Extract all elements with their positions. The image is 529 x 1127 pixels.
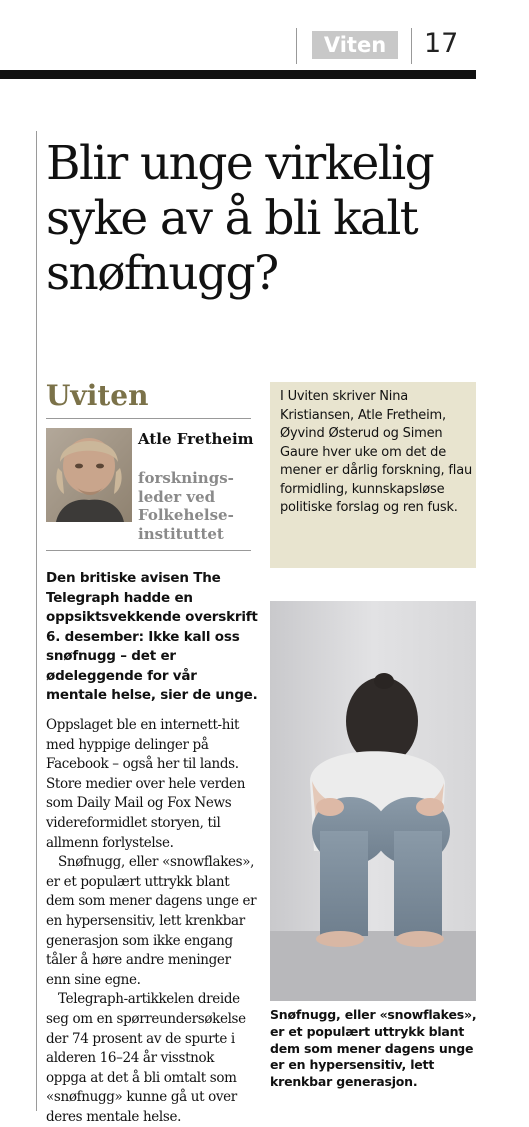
author-rule — [46, 550, 251, 551]
brand-rule — [46, 418, 251, 419]
body-paragraph: Telegraph-artikkelen dreide seg om en spørreundersøkelse der 74 prosent av de spurte i alderen 16–24 år visstnok oppga at det å bli omtalt som «snøfnugg» kunne gå ut over deres mentale helse. — [46, 991, 246, 1125]
sitting-person-photo-icon — [270, 601, 476, 1001]
header-divider-right — [411, 28, 412, 64]
column-divider — [36, 131, 37, 1111]
article-body — [46, 716, 258, 1125]
photo-caption: Snøfnugg, eller «snowflakes», er et populært uttrykk blant dem som mener dagens unge er en hypersensitiv, lett krenkbar generasjon. — [270, 1007, 477, 1090]
body-paragraph: Oppslaget ble en internett-hit med hyppige delinger på Facebook – også her til lands. Store medier over hele verden som Daily Mail og Fox News videreformidlet storyen, til allmenn forlystelse. — [46, 717, 246, 851]
info-box-text: I Uviten skriver Nina Kristiansen, Atle Fretheim, Øyvind Østerud og Simen Gaure hver uke om det de mener er dårlig forskning, flau formidling, kunnskapsløse politiske forslag og ren fusk. — [280, 389, 472, 515]
header-divider-left — [296, 28, 297, 64]
author-title: forsknings-leder ved Folkehelse-instituttet — [138, 469, 234, 543]
body-paragraph: Snøfnugg, eller «snowflakes», er et populært uttrykk blant dem som mener dagens unge er en hypersensitiv, lett krenkbar generasjon som ikke engang tåler å høre andre meninger enn sine egne. — [46, 854, 257, 988]
info-box — [270, 382, 476, 568]
lead-paragraph: Den britiske avisen The Telegraph hadde en oppsiktsvekkende overskrift 6. desember: Ikke kall oss snøfnugg – det er ødeleggende for vår mentale helse, sier de unge. — [46, 570, 258, 703]
headline: Blir unge virkelig syke av å bli kalt snøfnugg? — [46, 136, 434, 301]
section-tag: Viten — [312, 31, 398, 59]
column-brand: Uviten — [46, 379, 149, 412]
page-number: 17 — [424, 28, 459, 59]
author-name: Atle Fretheim — [138, 430, 254, 448]
author-portrait-icon — [46, 428, 132, 522]
header-bar — [0, 70, 476, 79]
